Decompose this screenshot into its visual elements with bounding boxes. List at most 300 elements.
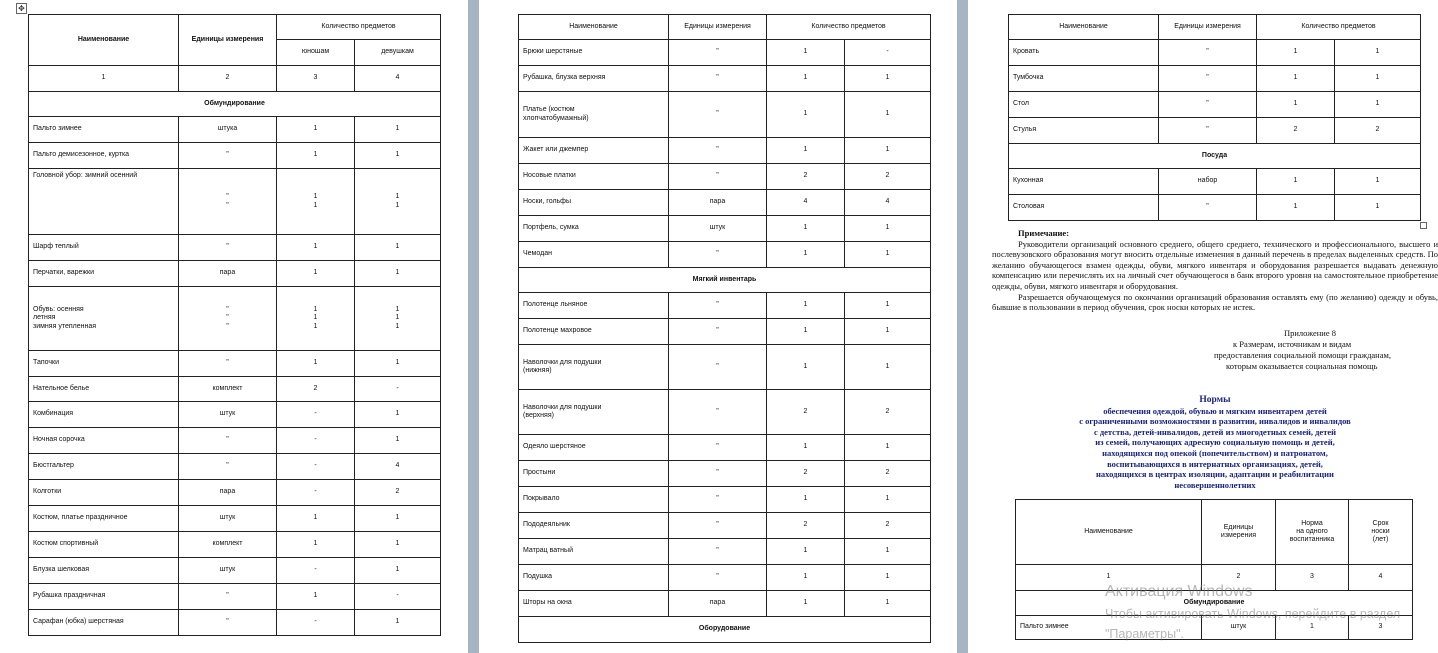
- table-row: [29, 480, 441, 506]
- item-unit: штук: [179, 506, 277, 532]
- table-row: [29, 610, 441, 636]
- item-name: Простыни: [519, 461, 669, 487]
- header-norm-line: воспитанника: [1289, 536, 1335, 544]
- item-name: [519, 92, 669, 138]
- table-row: [519, 190, 931, 216]
- item-name-line: летняя: [33, 314, 56, 322]
- item-girls: 1: [845, 591, 931, 617]
- item-boys: 1: [277, 143, 355, 169]
- num-cell: 4: [1349, 565, 1413, 591]
- table-row: [29, 117, 441, 143]
- item-boys: 1: [767, 92, 845, 138]
- item-name: Одеяло шерстяное: [519, 435, 669, 461]
- norms-line: обеспечения одеждой, обувью и мягким инвентарем детей: [1103, 405, 1327, 416]
- item-name: Чемодан: [519, 242, 669, 268]
- item-unit: ": [1159, 66, 1257, 92]
- item-girls: 2: [845, 164, 931, 190]
- table-row: [519, 390, 931, 435]
- clothing-table-page-1: [28, 14, 441, 636]
- note-paragraph: Руководители организаций основного среднего, общего среднего, технического и профессионального, высшего и послевузовского образования могут вносить отдельные изменения в данный перечень в пределах выделенных средств. По желанию обучающегося взамен одежды, обуви, мягкого инвентаря и оборудования разрешается выдавать денежную компенсацию или перечислять их на личный счет обучающегося в банк второго уровня на самостоятельное приобретение одежды, обуви, мягкого инвентаря и оборудования.: [992, 238, 1438, 291]
- item-boys: -: [277, 480, 355, 506]
- item-unit: ": [669, 164, 767, 190]
- item-boys: 1: [767, 565, 845, 591]
- table-row: [519, 66, 931, 92]
- header-boys: юношам: [277, 40, 355, 66]
- item-boys: 1: [767, 539, 845, 565]
- num-cell: 3: [277, 66, 355, 92]
- item-name-line: Обувь: осенняя: [33, 306, 84, 314]
- item-boys: 1: [767, 435, 845, 461]
- table-row: [519, 345, 931, 390]
- table-row: [29, 377, 441, 402]
- item-boys: 1: [767, 591, 845, 617]
- clothing-table-page-2: [518, 14, 931, 643]
- item-name: Шарф теплый: [29, 235, 179, 261]
- item-girls: 4: [845, 190, 931, 216]
- item-name: Жакет или джемпер: [519, 138, 669, 164]
- item-boys: 1: [277, 235, 355, 261]
- item-boys: -: [277, 454, 355, 480]
- num-cell: 4: [355, 66, 441, 92]
- norms-line: находящихся в центрах изоляции, адаптации и реабилитации: [1096, 469, 1334, 480]
- norms-title: Нормы: [1199, 395, 1231, 405]
- note-paragraph: Разрешается обучающемуся по окончании организаций образования оставлять ему (по желанию) одежду и обувь, бывшие в пользовании в период обучения, срок носки которых не истек.: [992, 291, 1438, 313]
- table-row: [1009, 92, 1421, 118]
- item-name: Кухонная: [1009, 169, 1159, 195]
- appendix-line: которым оказывается социальная помощь: [1226, 361, 1378, 371]
- section-row: Оборудование: [519, 617, 931, 643]
- item-girls: 1: [355, 117, 441, 143]
- item-unit: штука: [179, 117, 277, 143]
- item-girls: [355, 287, 441, 351]
- item-girls-line: 1: [395, 193, 400, 201]
- item-girls: 1: [845, 293, 931, 319]
- item-unit: ": [669, 345, 767, 390]
- table-row: [29, 287, 441, 351]
- item-boys: 1: [767, 138, 845, 164]
- item-unit: ": [669, 293, 767, 319]
- item-girls: 1: [845, 66, 931, 92]
- item-unit: штук: [669, 216, 767, 242]
- item-girls: 1: [845, 92, 931, 138]
- item-boys: 1: [277, 584, 355, 610]
- header-term-line: (лет): [1372, 536, 1389, 544]
- item-girls: 1: [355, 610, 441, 636]
- item-boys: -: [277, 428, 355, 454]
- num-cell: 3: [1276, 565, 1349, 591]
- item-boys: 1: [767, 66, 845, 92]
- header-name: Наименование: [519, 15, 669, 40]
- item-name: Подушка: [519, 565, 669, 591]
- item-boys: 1: [277, 506, 355, 532]
- appendix-line: предоставления социальной помощи гражданам,: [1214, 350, 1392, 360]
- item-unit: ": [179, 143, 277, 169]
- document-page-1: [0, 0, 468, 653]
- item-name: Столовая: [1009, 195, 1159, 221]
- item-name: Костюм, платье праздничное: [29, 506, 179, 532]
- item-unit: ": [1159, 118, 1257, 144]
- item-boys: [277, 169, 355, 235]
- norms-line: находящихся под опекой (попечительством) и патронатом,: [1102, 447, 1328, 458]
- item-unit: ": [669, 565, 767, 591]
- item-girls: 2: [845, 513, 931, 539]
- document-page-2: [479, 0, 957, 653]
- item-name: Нательное белье: [29, 377, 179, 402]
- item-boys: 2: [1257, 118, 1335, 144]
- table-row: [519, 319, 931, 345]
- item-boys: -: [277, 402, 355, 428]
- item-boys: 1: [277, 532, 355, 558]
- item-unit: ": [1159, 92, 1257, 118]
- item-unit: ": [669, 390, 767, 435]
- item-unit: ": [1159, 195, 1257, 221]
- item-unit: пара: [669, 591, 767, 617]
- item-girls: 1: [845, 319, 931, 345]
- table-row: [29, 584, 441, 610]
- item-unit: ": [669, 539, 767, 565]
- item-boys: 1: [1257, 66, 1335, 92]
- norms-line: с ограниченными возможностями в развитии, инвалидов и инвалидов: [1079, 416, 1351, 427]
- item-girls: 1: [355, 402, 441, 428]
- item-boys-line: 1: [313, 193, 318, 201]
- item-name: Колготки: [29, 480, 179, 506]
- item-name: Тапочки: [29, 351, 179, 377]
- item-girls: 1: [845, 435, 931, 461]
- item-girls-line: 1: [395, 306, 400, 314]
- item-girls: 1: [355, 143, 441, 169]
- table-row: [519, 216, 931, 242]
- item-boys: 1: [767, 216, 845, 242]
- item-boys: 4: [767, 190, 845, 216]
- item-girls: 1: [1335, 92, 1421, 118]
- item-boys: 2: [767, 461, 845, 487]
- num-cell: 1: [1016, 565, 1202, 591]
- item-unit-line: ": [226, 306, 229, 314]
- table-row: [519, 591, 931, 617]
- item-girls: 1: [845, 565, 931, 591]
- item-name: [519, 345, 669, 390]
- table-row: [1009, 40, 1421, 66]
- header-unit-line: Единицы: [1223, 523, 1254, 531]
- item-unit-line: ": [226, 193, 229, 201]
- item-boys: 1: [767, 487, 845, 513]
- item-boys: 2: [767, 390, 845, 435]
- item-boys: 1: [1257, 195, 1335, 221]
- item-boys: 2: [277, 377, 355, 402]
- table-row: [29, 261, 441, 287]
- item-girls: 1: [1335, 40, 1421, 66]
- item-unit: ": [179, 610, 277, 636]
- item-girls: 1: [355, 261, 441, 287]
- item-girls: 1: [1335, 66, 1421, 92]
- item-girls: [355, 169, 441, 235]
- item-boys: 1: [1257, 92, 1335, 118]
- item-unit: ": [669, 92, 767, 138]
- item-name-line: Платье (костюм: [523, 106, 575, 114]
- item-name-line: (верхняя): [523, 412, 554, 419]
- item-girls: 2: [355, 480, 441, 506]
- item-boys: 1: [277, 261, 355, 287]
- header-term-line: Срок: [1372, 519, 1389, 527]
- table-row: [1009, 118, 1421, 144]
- note-heading: Примечание:: [1018, 228, 1070, 238]
- item-unit: штук: [179, 558, 277, 584]
- header-qty: Количество предметов: [1257, 15, 1421, 40]
- table-row: [1009, 66, 1421, 92]
- item-boys: 2: [767, 164, 845, 190]
- item-girls: 2: [845, 461, 931, 487]
- item-unit: ": [179, 428, 277, 454]
- item-girls: 1: [845, 539, 931, 565]
- header-unit: Единицы измерения: [669, 15, 767, 40]
- item-name: [29, 287, 179, 351]
- page-gap-left: [468, 0, 479, 653]
- item-unit: ": [669, 66, 767, 92]
- table-row: [29, 235, 441, 261]
- section-row: Посуда: [1009, 144, 1421, 169]
- item-name-line: хлопчатобумажный): [523, 114, 589, 122]
- table-row: [29, 402, 441, 428]
- table-row: [29, 351, 441, 377]
- item-boys: 1: [767, 40, 845, 66]
- header-norm: [1276, 500, 1349, 565]
- header-name: Наименование: [1009, 15, 1159, 40]
- item-name: Рубашка праздничная: [29, 584, 179, 610]
- table-row: [519, 487, 931, 513]
- item-unit: ": [669, 242, 767, 268]
- item-boys: 1: [767, 345, 845, 390]
- activation-watermark-text: "Параметры".: [1105, 627, 1184, 641]
- num-cell: 2: [179, 66, 277, 92]
- item-name: Стол: [1009, 92, 1159, 118]
- item-name: Пальто зимнее: [1016, 616, 1202, 640]
- item-unit: ": [669, 513, 767, 539]
- item-name: Кровать: [1009, 40, 1159, 66]
- item-boys: 1: [1257, 169, 1335, 195]
- item-name: Головной убор: зимний осенний: [29, 169, 179, 235]
- item-girls: 1: [845, 138, 931, 164]
- table-row: [519, 138, 931, 164]
- item-unit: ": [1159, 40, 1257, 66]
- item-name: [519, 390, 669, 435]
- table-row: [519, 565, 931, 591]
- item-name: Матрац ватный: [519, 539, 669, 565]
- item-unit: [179, 169, 277, 235]
- header-term: [1349, 500, 1413, 565]
- table-row: [519, 461, 931, 487]
- item-unit: набор: [1159, 169, 1257, 195]
- item-boys: [277, 287, 355, 351]
- norms-line: воспитывающихся в интернатных организациях, детей,: [1107, 458, 1323, 469]
- activation-watermark-text: Чтобы активировать Windows, перейдите в раздел: [1105, 607, 1401, 621]
- item-girls: -: [355, 377, 441, 402]
- norms-line: несовершеннолетних: [1174, 479, 1256, 490]
- item-unit: пара: [179, 480, 277, 506]
- item-boys: 1: [767, 319, 845, 345]
- table-row: [1009, 169, 1421, 195]
- item-girls-line: 1: [395, 314, 400, 322]
- item-unit: штук: [179, 402, 277, 428]
- item-girls: 1: [1335, 169, 1421, 195]
- table-row: [29, 428, 441, 454]
- item-boys: 1: [767, 293, 845, 319]
- table-row: [519, 92, 931, 138]
- item-girls: -: [845, 40, 931, 66]
- item-name: Полотенце льняное: [519, 293, 669, 319]
- item-name: Костюм спортивный: [29, 532, 179, 558]
- appendix-title: Приложение 8: [1284, 328, 1336, 338]
- item-name: Брюки шерстяные: [519, 40, 669, 66]
- item-unit: ": [669, 138, 767, 164]
- item-boys: 1: [277, 351, 355, 377]
- item-name: Пододеяльник: [519, 513, 669, 539]
- item-unit: ": [669, 435, 767, 461]
- note-block: [992, 228, 1438, 313]
- item-girls: 1: [355, 558, 441, 584]
- item-boys: -: [277, 610, 355, 636]
- header-unit-line: измерения: [1220, 532, 1257, 539]
- item-name: Комбинация: [29, 402, 179, 428]
- item-name: Бюстгальтер: [29, 454, 179, 480]
- item-boys-line: 1: [313, 322, 318, 330]
- header-unit: Единицы измерения: [179, 15, 277, 66]
- header-unit: Единицы измерения: [1159, 15, 1257, 40]
- item-girls: 2: [845, 390, 931, 435]
- header-girls: девушкам: [355, 40, 441, 66]
- page-gap-right: [957, 0, 968, 653]
- item-unit: ": [669, 487, 767, 513]
- item-unit: ": [179, 351, 277, 377]
- item-boys: 1: [277, 117, 355, 143]
- item-name: Тумбочка: [1009, 66, 1159, 92]
- item-name-line: Наволочки для подушки: [523, 403, 602, 411]
- table-row: [519, 513, 931, 539]
- norms-line: с детства, детей-инвалидов, детей из многодетных семей, детей: [1093, 426, 1337, 437]
- header-qty: Количество предметов: [277, 15, 441, 40]
- table-row: [519, 539, 931, 565]
- num-cell: 1: [29, 66, 179, 92]
- item-name: Рубашка, блузка верхняя: [519, 66, 669, 92]
- table-row: [29, 532, 441, 558]
- item-name: Перчатки, варежки: [29, 261, 179, 287]
- appendix-line: к Размерам, источникам и видам: [1233, 339, 1352, 349]
- item-boys: 2: [767, 513, 845, 539]
- item-girls: 1: [355, 235, 441, 261]
- table-row: [519, 242, 931, 268]
- norms-heading: [1020, 395, 1410, 490]
- item-unit: штук: [1202, 616, 1276, 640]
- header-norm-line: Норма: [1301, 519, 1323, 527]
- item-girls: -: [355, 584, 441, 610]
- item-unit: комплект: [179, 532, 277, 558]
- section-row: Обмундирование: [1016, 591, 1413, 616]
- item-boys-line: 1: [313, 306, 318, 314]
- item-boys-line: 1: [313, 314, 318, 322]
- header-name: Наименование: [29, 15, 179, 66]
- table-row: [1009, 195, 1421, 221]
- table-row: [29, 506, 441, 532]
- item-name: Портфель, сумка: [519, 216, 669, 242]
- item-boys: -: [277, 558, 355, 584]
- section-row: Мягкий инвентарь: [519, 268, 931, 293]
- table-row: [29, 143, 441, 169]
- item-unit: пара: [669, 190, 767, 216]
- item-unit: ": [669, 461, 767, 487]
- item-girls: 1: [845, 487, 931, 513]
- item-unit: пара: [179, 261, 277, 287]
- table-row: [519, 435, 931, 461]
- item-name: Ночная сорочка: [29, 428, 179, 454]
- header-name: Наименование: [1016, 500, 1202, 565]
- item-name-line: (нижняя): [523, 367, 552, 374]
- equipment-table-page-3: [1008, 14, 1421, 221]
- item-boys: 1: [1257, 40, 1335, 66]
- table-row: [519, 293, 931, 319]
- item-girls-line: 1: [395, 201, 400, 209]
- item-unit: ": [179, 584, 277, 610]
- item-norm: 1: [1276, 616, 1349, 640]
- item-unit-line: ": [226, 322, 229, 330]
- item-girls: 1: [355, 506, 441, 532]
- norms-line: из семей, получающих адресную социальную помощь и детей,: [1095, 437, 1335, 448]
- item-unit-line: ": [226, 201, 229, 209]
- item-girls: 1: [355, 351, 441, 377]
- header-norm-line: на одного: [1296, 527, 1328, 535]
- item-girls: 1: [845, 345, 931, 390]
- header-qty: Количество предметов: [767, 15, 931, 40]
- item-unit-line: ": [226, 314, 229, 322]
- item-name: Носовые платки: [519, 164, 669, 190]
- item-name-line: Наволочки для подушки: [523, 358, 602, 366]
- item-name: Сарафан (юбка) шерстяная: [29, 610, 179, 636]
- item-name: Полотенце махровое: [519, 319, 669, 345]
- table-row: [29, 169, 441, 235]
- table-row: [29, 558, 441, 584]
- item-unit: комплект: [179, 377, 277, 402]
- item-girls: 1: [355, 532, 441, 558]
- item-unit: ": [669, 40, 767, 66]
- item-unit: ": [179, 454, 277, 480]
- item-name: Шторы на окна: [519, 591, 669, 617]
- table-row: [29, 454, 441, 480]
- header-unit: [1202, 500, 1276, 565]
- item-name-line: зимняя утепленная: [33, 322, 97, 330]
- item-girls: 1: [1335, 195, 1421, 221]
- item-name: Носки, гольфы: [519, 190, 669, 216]
- item-unit: ": [669, 319, 767, 345]
- item-boys: 1: [767, 242, 845, 268]
- item-girls: 2: [1335, 118, 1421, 144]
- item-girls-line: 1: [395, 322, 400, 330]
- item-boys-line: 1: [313, 201, 318, 209]
- item-girls: 4: [355, 454, 441, 480]
- item-unit: [179, 287, 277, 351]
- item-girls: 1: [845, 242, 931, 268]
- item-name: Стулья: [1009, 118, 1159, 144]
- activation-watermark-title: Активация Windows: [1105, 583, 1253, 600]
- item-name: Пальто демисезонное, куртка: [29, 143, 179, 169]
- item-name: Покрывало: [519, 487, 669, 513]
- item-girls: 1: [845, 216, 931, 242]
- item-unit: ": [179, 235, 277, 261]
- item-name: Блузка шелковая: [29, 558, 179, 584]
- table-move-handle-icon[interactable]: ✥: [16, 3, 27, 14]
- num-cell: 2: [1202, 565, 1276, 591]
- item-term: 3: [1349, 616, 1413, 640]
- item-girls: 1: [355, 428, 441, 454]
- section-row: Обмундирование: [29, 92, 441, 117]
- header-term-line: носки: [1371, 527, 1390, 535]
